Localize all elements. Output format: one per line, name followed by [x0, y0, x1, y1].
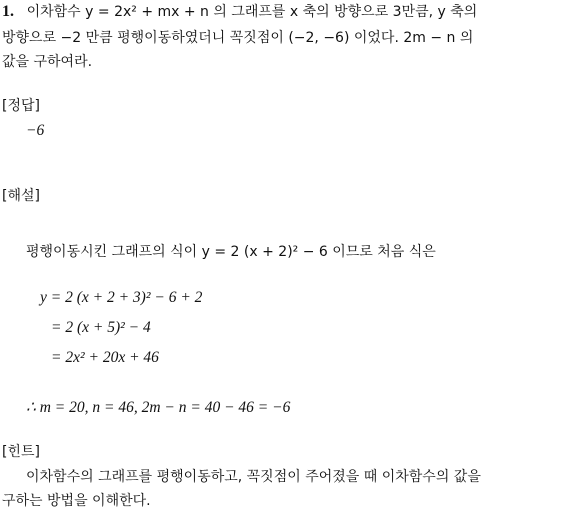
equation-line-1: y = 2 (x + 2 + 3)² − 6 + 2: [40, 289, 203, 306]
answer-label: [정답]: [2, 98, 40, 114]
answer-value: −6: [26, 122, 45, 139]
question-line-1: [2, 2, 477, 22]
question-number: 1.: [2, 3, 14, 20]
explanation-label: [해설]: [2, 188, 40, 204]
question-line-3: 값을 구하여라.: [2, 54, 93, 70]
equation-line-2: = 2 (x + 5)² − 4: [51, 319, 151, 336]
conclusion-line: ∴ m = 20, n = 46, 2m − n = 40 − 46 = −6: [26, 399, 291, 416]
hint-line-1: 이차함수의 그래프를 평행이동하고, 꼭짓점이 주어졌을 때 이차함수의 값을: [26, 469, 481, 485]
hint-line-2: 구하는 방법을 이해한다.: [2, 493, 151, 509]
hint-label: [힌트]: [2, 444, 40, 460]
explanation-intro: 평행이동시킨 그래프의 식이 y = 2 (x + 2)² − 6 이므로 처음 식은: [26, 244, 436, 260]
question-line-2: 방향으로 −2 만큼 평행이동하였더니 꼭짓점이 (−2, −6) 이었다. 2m − n 의: [2, 30, 474, 46]
question-text-1: 이차함수 y = 2x² + mx + n 의 그래프를 x 축의 방향으로 3만큼, y 축의: [26, 4, 478, 20]
equation-line-3: = 2x² + 20x + 46: [51, 349, 159, 366]
